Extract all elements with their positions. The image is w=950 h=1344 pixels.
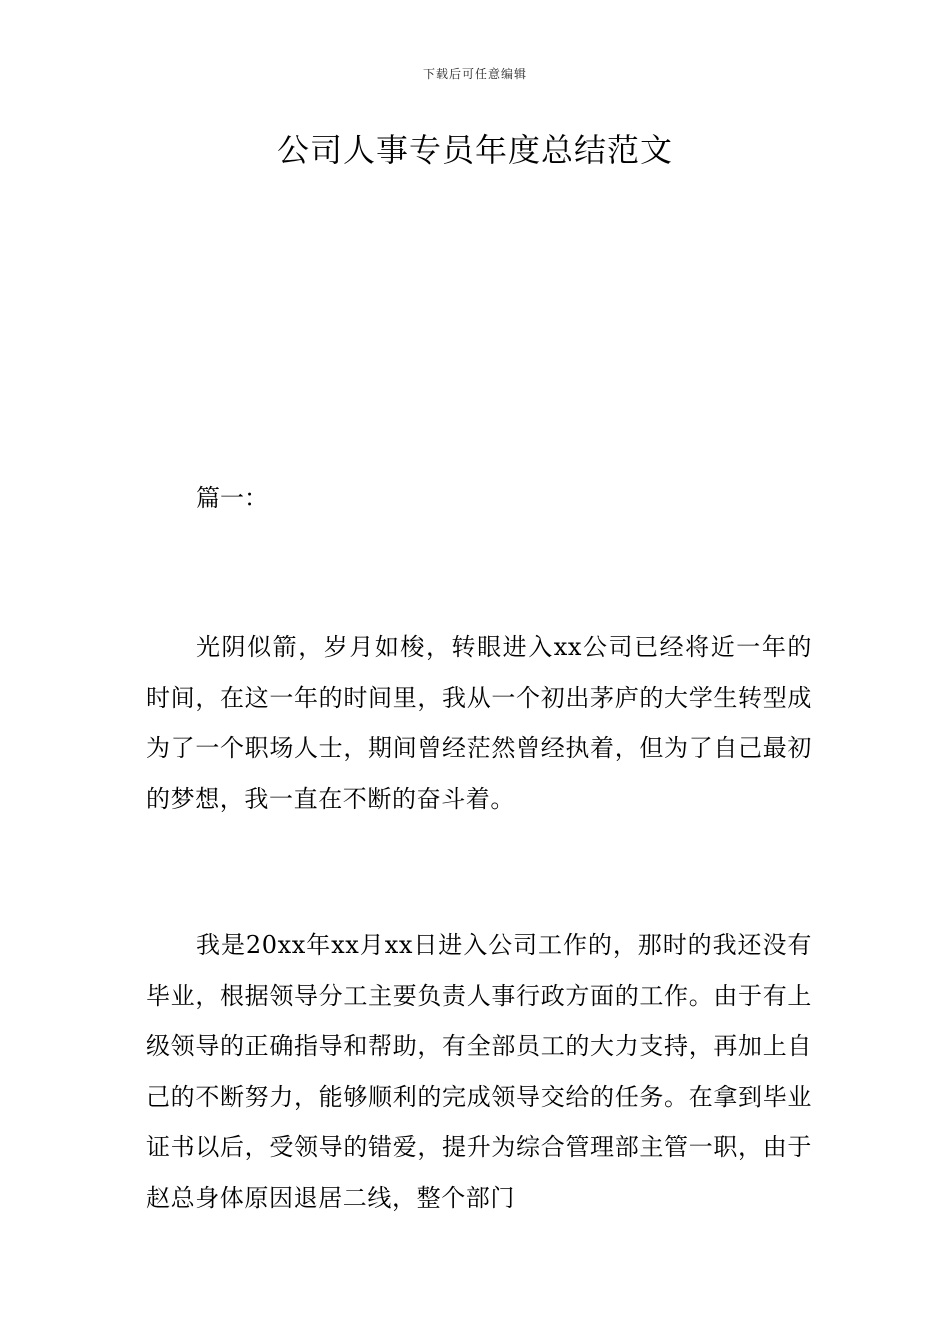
paragraph-1: 光阴似箭，岁月如梭，转眼进入xx公司已经将近一年的时间，在这一年的时间里，我从一个初出茅庐的大学生转型成为了一个职场人士，期间曾经茫然曾经执着，但为了自己最初的梦想，我一直在不断的奋斗着。 [146,633,812,813]
document-title: 公司人事专员年度总结范文 [276,131,673,169]
paragraph-2: 我是20xx年xx月xx日进入公司工作的，那时的我还没有毕业，根据领导分工主要负责人事行政方面的工作。由于有上级领导的正确指导和帮助，有全部员工的大力支持，再加上自己的不断努力，能够顺利的完成领导交给的任务。在拿到毕业证书以后，受领导的错爱，提升为综合管理部主管一职，由于赵总身体原因退居二线，整个部门 [146,931,812,1212]
header-note: 下载后可任意编辑 [422,67,527,81]
section-label: 篇一： [196,484,268,512]
